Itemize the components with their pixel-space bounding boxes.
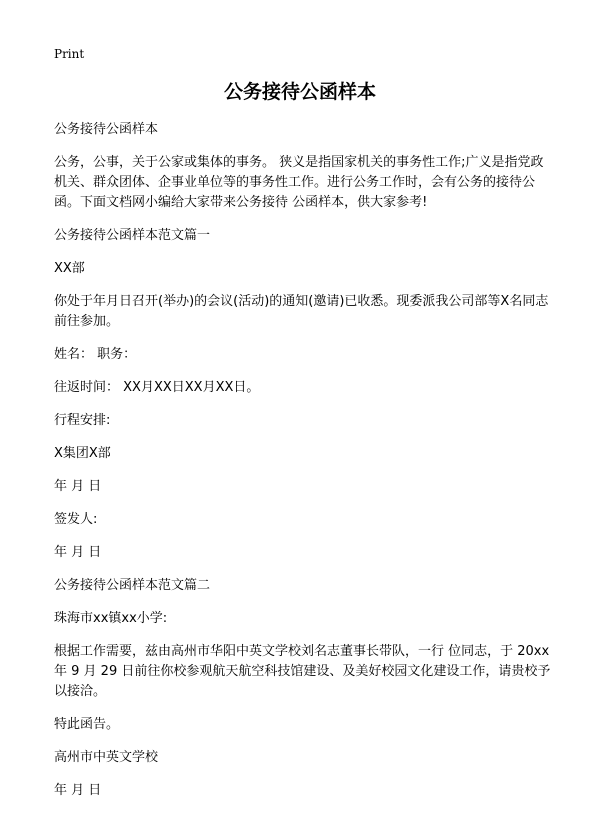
sender-organization: X集团X部	[54, 446, 111, 461]
date-line: 年 月 日	[54, 783, 102, 798]
document-body	[54, 120, 554, 814]
name-position-line: 姓名： 职务：	[54, 347, 137, 362]
date-line: 年 月 日	[54, 479, 102, 494]
print-link[interactable]: Print	[54, 47, 85, 61]
recipient-school: 珠海市xx镇xx小学:	[54, 611, 168, 626]
paragraph-intro: 公务，公事，关于公家或集体的事务。 狭义是指国家机关的事务性工作;广义是指党政机关、群众团体、企事业单位等的事务性工作。进行公务工作时，会有公务的接待公函。下面文档网小编给大家带来公务接待 公函样本，供大家参考!	[54, 155, 544, 210]
paragraph-heading: 公务接待公函样本	[54, 122, 159, 137]
itinerary-label: 行程安排:	[54, 413, 111, 428]
document-title: 公务接待公函样本	[223, 81, 376, 103]
letter-body-two: 根据工作需要，兹由高州市华阳中英文学校刘名志董事长带队，一行 位同志，于 20xx 年 9 月 29 日前往你校参观航天航空科技馆建设、及美好校园文化建设工作，请贵校予以接洽。	[54, 644, 551, 699]
signatory-label: 签发人:	[54, 512, 98, 527]
closing-line: 特此函告。	[54, 717, 120, 732]
date-line: 年 月 日	[54, 545, 102, 560]
letter-body-one: 你处于年月日召开(举办)的会议(活动)的通知(邀请)已收悉。现委派我公司部等X名同志前往参加。	[54, 294, 549, 329]
sample-two-heading: 公务接待公函样本范文篇二	[54, 578, 211, 593]
sample-one-heading: 公务接待公函样本范文篇一	[54, 228, 211, 243]
sender-school: 高州市中英文学校	[54, 750, 159, 765]
recipient-department: XX部	[54, 261, 85, 276]
travel-time-line: 往返时间： XX月XX日XX月XX日。	[54, 380, 260, 395]
